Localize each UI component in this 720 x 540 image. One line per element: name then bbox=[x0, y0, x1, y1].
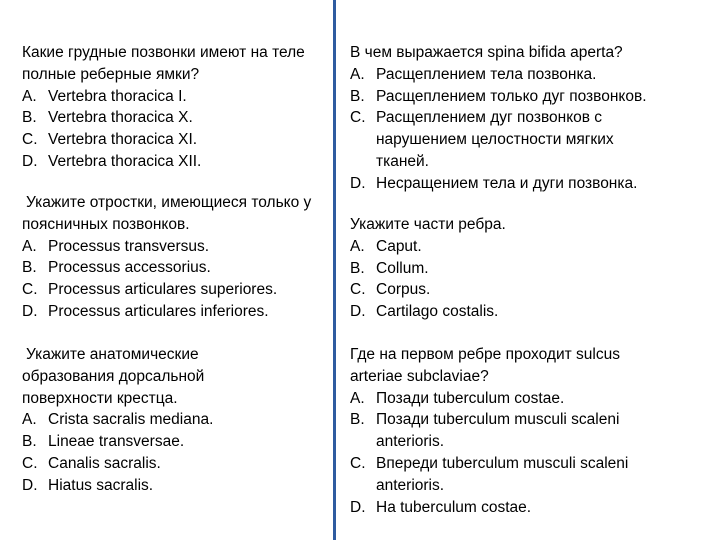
answer-list bbox=[350, 236, 710, 323]
answer-option[interactable]: D. На tuberculum costae. bbox=[350, 498, 532, 516]
answer-list bbox=[22, 86, 327, 173]
answer-option[interactable]: D. Hiatus sacralis. bbox=[22, 476, 154, 494]
answer-list bbox=[22, 236, 332, 323]
answer-option[interactable]: C. Расщеплением дуг позвонков с нарушением целостности мягких тканей. bbox=[350, 109, 614, 170]
question-block-3 bbox=[22, 344, 282, 497]
question-block-4 bbox=[350, 42, 710, 195]
question-block-5 bbox=[350, 214, 710, 323]
answer-list bbox=[350, 64, 710, 195]
answer-list bbox=[22, 409, 282, 496]
column-divider bbox=[333, 0, 336, 540]
answer-option[interactable]: B. Позади tuberculum musculi scaleni anterioris. bbox=[350, 411, 620, 451]
answer-option[interactable]: D. Cartilago costalis. bbox=[350, 303, 499, 321]
question-text: Какие грудные позвонки имеют на теле полные реберные ямки? bbox=[22, 44, 305, 83]
answer-option[interactable]: B. Lineae transversae. bbox=[22, 433, 185, 451]
answer-option[interactable]: C. Впереди tuberculum musculi scaleni anterioris. bbox=[350, 454, 629, 494]
answer-option[interactable]: D. Vertebra thoracica XII. bbox=[22, 152, 202, 170]
question-block-2 bbox=[22, 192, 332, 323]
question-text: Укажите отростки, имеющиеся только у поясничных позвонков. bbox=[22, 194, 312, 233]
question-block-6 bbox=[350, 344, 710, 518]
answer-option[interactable]: A. Позади tuberculum costae. bbox=[350, 389, 565, 407]
answer-option[interactable]: A. Processus transversus. bbox=[22, 237, 210, 255]
question-text: Где на первом ребре проходит sulcus arteriae subclaviae? bbox=[350, 346, 620, 385]
answer-option[interactable]: D. Processus articulares inferiores. bbox=[22, 302, 269, 320]
answer-option[interactable]: A. Vertebra thoracica I. bbox=[22, 87, 187, 105]
answer-option[interactable]: C. Vertebra thoracica XI. bbox=[22, 131, 198, 149]
answer-option[interactable]: C. Canalis sacralis. bbox=[22, 454, 161, 472]
answer-option[interactable]: B. Vertebra thoracica X. bbox=[22, 109, 193, 127]
answer-option[interactable]: B. Collum. bbox=[350, 259, 429, 277]
answer-option[interactable]: B. Расщеплением только дуг позвонков. bbox=[350, 87, 647, 105]
question-text: В чем выражается spina bifida aperta? bbox=[350, 44, 623, 61]
answer-option[interactable]: D. Несращением тела и дуги позвонка. bbox=[350, 174, 638, 192]
answer-list bbox=[350, 388, 710, 519]
answer-option[interactable]: B. Processus accessorius. bbox=[22, 259, 211, 277]
question-text: Укажите части ребра. bbox=[350, 216, 506, 233]
answer-option[interactable]: C. Corpus. bbox=[350, 281, 431, 299]
answer-option[interactable]: A. Расщеплением тела позвонка. bbox=[350, 65, 597, 83]
question-block-1 bbox=[22, 42, 327, 173]
answer-option[interactable]: A. Caput. bbox=[350, 237, 422, 255]
answer-option[interactable]: A. Crista sacralis mediana. bbox=[22, 411, 214, 429]
question-text: Укажите анатомические образования дорсальной поверхности крестца. bbox=[22, 346, 205, 407]
answer-option[interactable]: C. Processus articulares superiores. bbox=[22, 281, 278, 299]
